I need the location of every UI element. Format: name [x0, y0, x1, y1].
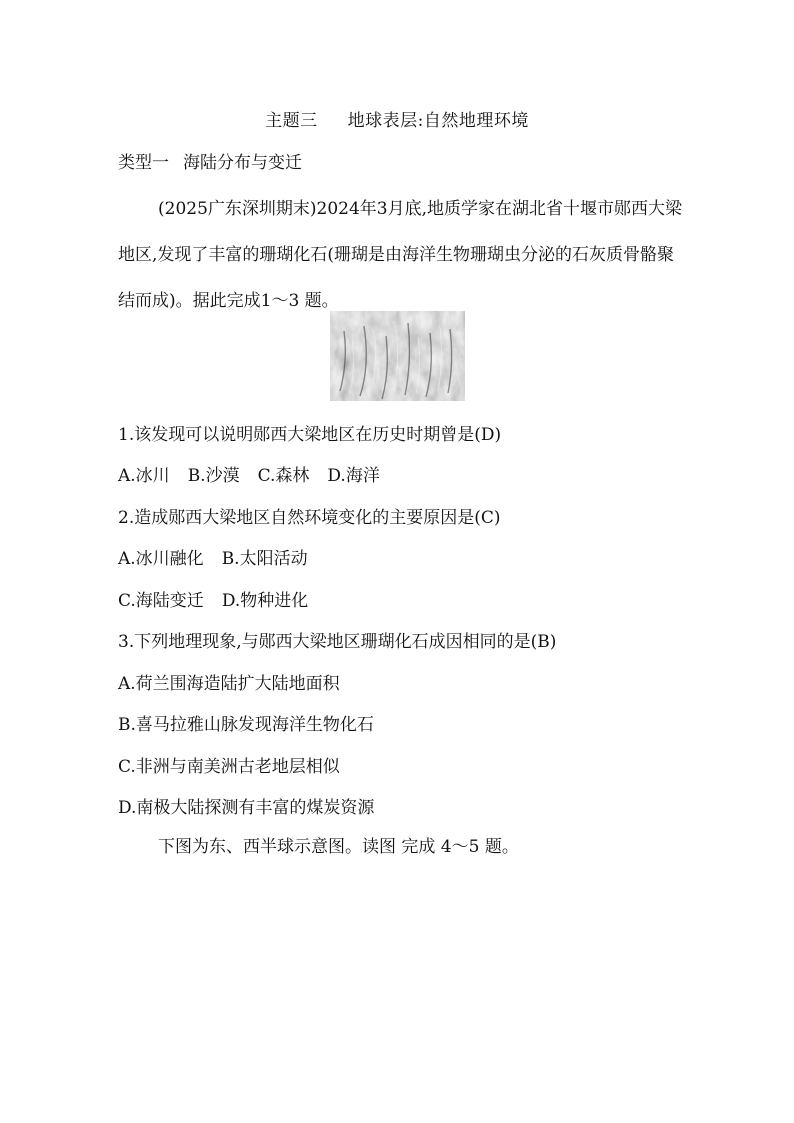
q1-option-a: A.冰川: [118, 466, 170, 486]
title-subject: 地球表层:自然地理环境: [347, 111, 529, 131]
coral-fossil-photo: [330, 311, 465, 401]
question-3-stem: 3.下列地理现象,与郧西大梁地区珊瑚化石成因相同的是(B): [118, 632, 557, 652]
question-2-options-row-1: [118, 544, 308, 569]
question-1-options: [118, 461, 380, 486]
q3-option-d: D.南极大陆探测有丰富的煤炭资源: [118, 798, 375, 818]
question-2-stem: 2.造成郧西大梁地区自然环境变化的主要原因是(C): [118, 508, 501, 528]
q2-option-a: A.冰川融化: [118, 549, 204, 569]
page-title: [0, 106, 794, 131]
q1-option-d: D.海洋: [327, 466, 380, 486]
q2-option-c: C.海陆变迁: [118, 591, 204, 611]
q1-option-b: B.沙漠: [187, 466, 240, 486]
section-heading: [118, 148, 302, 173]
section-name: 海陆分布与变迁: [183, 153, 302, 173]
q3-option-a: A.荷兰围海造陆扩大陆地面积: [118, 674, 340, 694]
title-topic: 主题三: [265, 111, 318, 131]
next-figure-intro: 下图为东、西半球示意图。读图 完成 4～5 题。: [158, 837, 519, 857]
question-2-options-row-2: [118, 586, 308, 611]
q2-option-d: D.物种进化: [221, 591, 309, 611]
section-label: 类型一: [118, 153, 169, 173]
q3-option-b: B.喜马拉雅山脉发现海洋生物化石: [118, 715, 374, 735]
q2-option-b: B.太阳活动: [221, 549, 308, 569]
passage-text: (2025广东深圳期末)2024年3月底,地质学家在湖北省十堰市郧西大梁地区,发现了丰富的珊瑚化石(珊瑚是由海洋生物珊瑚虫分泌的石灰质骨骼聚结而成)。据此完成1～3 题。: [118, 199, 683, 311]
passage: [118, 186, 688, 324]
q3-option-c: C.非洲与南美洲古老地层相似: [118, 757, 340, 777]
q1-option-c: C.森林: [257, 466, 310, 486]
question-1-stem: 1.该发现可以说明郧西大梁地区在历史时期曾是(D): [118, 425, 502, 445]
